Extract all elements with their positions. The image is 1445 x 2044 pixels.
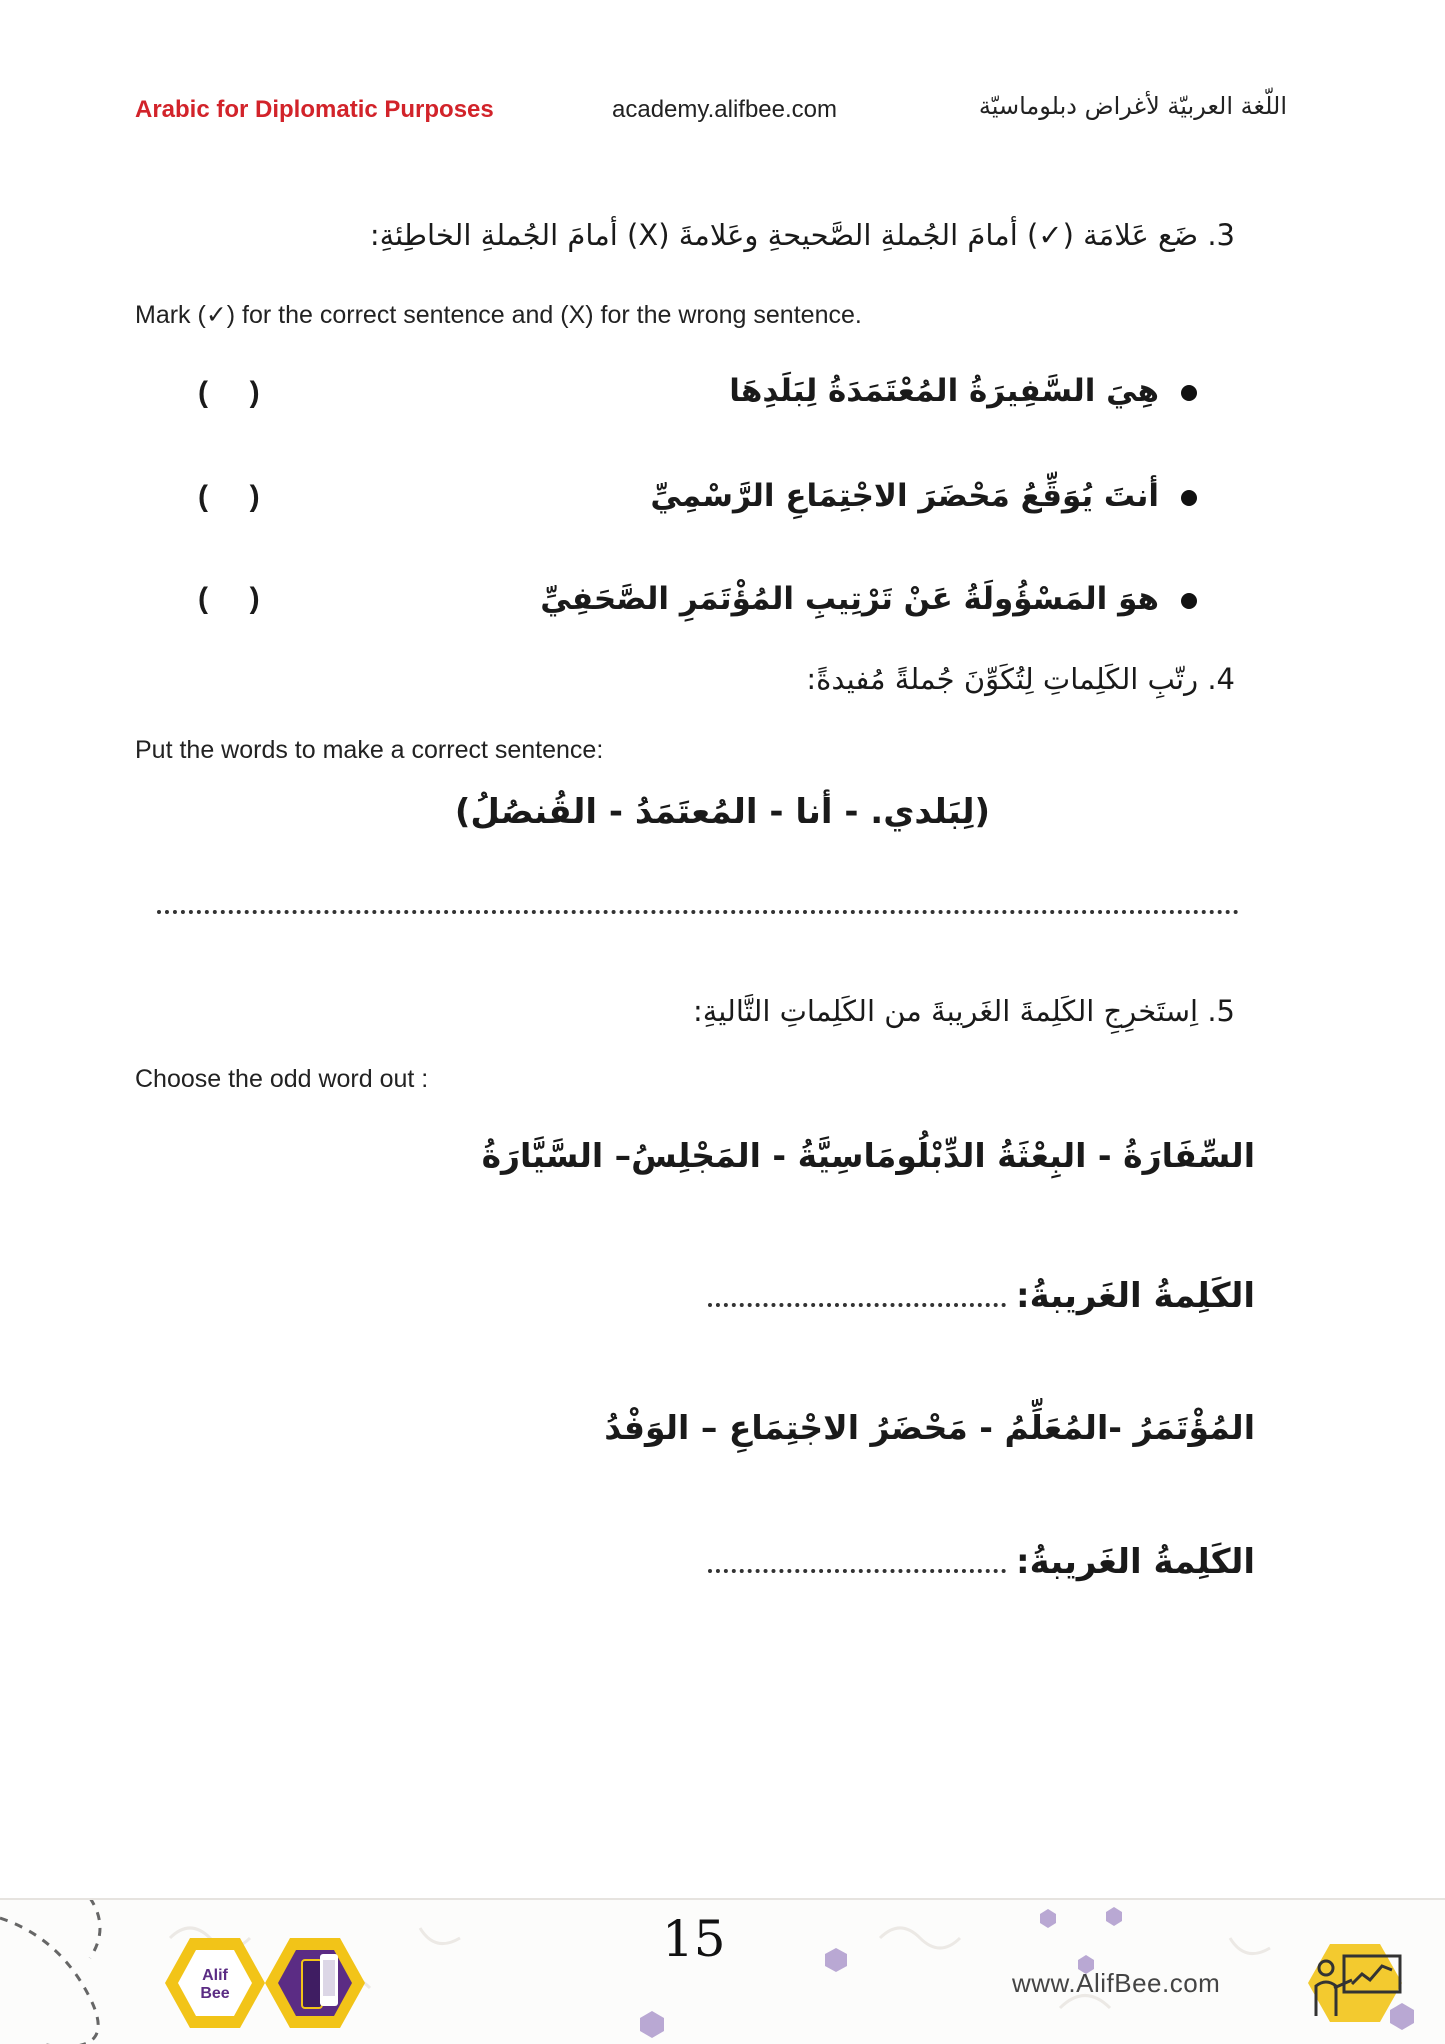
q3-title: 3. ضَع عَلامَة (✓) أمامَ الجُملةِ الصَّحيحةِ وعَلامةَ (X) أمامَ الجُملةِ الخاطِئةِ: xyxy=(369,218,1235,252)
answer-line[interactable] xyxy=(157,910,1239,914)
q5-group-2: المُؤْتَمَرُ -المُعَلِّمُ - مَحْضَرُ الاجْتِمَاعِ – الوَفْدُ xyxy=(604,1408,1255,1447)
q4-instruction: Put the words to make a correct sentence: xyxy=(135,736,604,764)
q3-item-3-text: هوَ المَسْؤُولَةُ عَنْ تَرْتِيبِ المُؤْتَمَرِ الصَّحَفِيِّ xyxy=(540,581,1159,617)
odd-word-answer-2 xyxy=(708,1542,1255,1582)
q4-title: 4. رتّبِ الكَلِماتِ لِتُكَوِّنَ جُملةً مُفيدةً: xyxy=(806,662,1235,696)
bullet-icon xyxy=(1181,385,1197,401)
course-title-ar: اللّغة العربيّة لأغراض دبلوماسيّة xyxy=(978,92,1287,120)
q4-words: (لِبَلدي. - أنا - المُعتَمَدُ - القُنصُلُ) xyxy=(454,792,991,832)
logo-text-alif: Alif xyxy=(202,1967,228,1984)
q3-item-1 xyxy=(729,373,1197,409)
q5-instruction: Choose the odd word out : xyxy=(135,1065,429,1093)
alifbee-logo[interactable] xyxy=(160,1928,400,2038)
logo-text-bee: Bee xyxy=(200,1985,230,2002)
footer-divider xyxy=(0,1898,1445,1900)
q3-item-1-answer[interactable]: ( ) xyxy=(198,376,260,409)
q5-title: 5. اِستَخرِجِ الكَلِمةَ الغَريبةَ من الكَلِماتِ التَّاليةِ: xyxy=(692,994,1235,1028)
site-url[interactable]: academy.alifbee.com xyxy=(612,96,837,123)
teacher-board-icon xyxy=(1300,1940,1410,2026)
footer-url[interactable]: www.AlifBee.com xyxy=(1012,1968,1221,1998)
q3-item-3 xyxy=(540,581,1197,617)
odd-word-answer-1 xyxy=(708,1276,1255,1316)
q3-item-2-answer[interactable]: ( ) xyxy=(198,480,260,513)
q3-item-1-text: هِيَ السَّفِيرَةُ المُعْتَمَدَةُ لِبَلَدِهَا xyxy=(729,373,1159,409)
bullet-icon xyxy=(1181,593,1197,609)
course-title-en: Arabic for Diplomatic Purposes xyxy=(135,96,494,123)
odd-word-label: الكَلِمةُ الغَريبةُ: xyxy=(1016,1542,1255,1582)
page-number: 15 xyxy=(662,1910,726,1968)
odd-word-blank[interactable] xyxy=(708,1303,1006,1307)
q3-item-3-answer[interactable]: ( ) xyxy=(198,582,260,615)
odd-word-blank[interactable] xyxy=(708,1569,1006,1573)
q3-item-2 xyxy=(650,478,1197,514)
q3-item-2-text: أنتَ يُوَقِّعُ مَحْضَرَ الاجْتِمَاعِ الرَّسْمِيِّ xyxy=(650,478,1159,514)
odd-word-label: الكَلِمةُ الغَريبةُ: xyxy=(1016,1276,1255,1316)
bullet-icon xyxy=(1181,490,1197,506)
q3-instruction: Mark (✓) for the correct sentence and (X) for the wrong sentence. xyxy=(135,301,862,329)
q5-group-1: السِّفَارَةُ - البِعْثَةُ الدِّبْلُومَاسِيَّةُ - المَجْلِسُ– السَّيَّارَةُ xyxy=(481,1136,1255,1175)
